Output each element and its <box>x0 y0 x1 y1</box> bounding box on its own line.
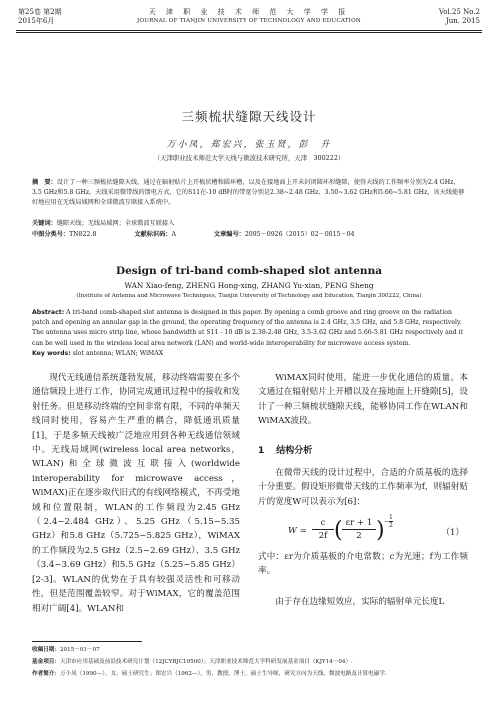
doc-code-label: 文献标识码： <box>134 231 172 238</box>
footnote-rule <box>32 641 142 642</box>
keywords-en <box>32 349 468 359</box>
keywords-cn <box>32 219 468 229</box>
affiliation-en: (Institute of Antenna and Microwave Techniques, Tianjin University of Technology and Education, Tianjin 300222, China) <box>76 293 422 299</box>
exponent-sign: − <box>384 518 390 525</box>
article-no-label: 文章编号： <box>213 231 245 238</box>
keywords-cn-label: 关键词： <box>32 220 57 227</box>
authors-cn: 万小凤，郑宏兴，张玉贤，彭 升 <box>166 140 332 150</box>
equation-number: （1） <box>441 528 464 538</box>
exponent-numerator: 1 <box>389 514 393 521</box>
footnote-received <box>32 645 468 655</box>
clc-value: TN822.8 <box>69 231 97 238</box>
equation-exponent <box>384 514 393 529</box>
running-header-right <box>439 8 480 26</box>
equation-lhs: W = <box>288 526 307 536</box>
section-title: 结构分析 <box>276 446 313 456</box>
volume-issue-en: Vol.25 No.2 <box>438 8 480 16</box>
abstract-cn-label: 摘 要： <box>32 179 57 186</box>
author-bio-label: 作者简介： <box>32 671 60 677</box>
exponent-denominator: 2 <box>389 522 393 529</box>
fund-label: 基金项目： <box>32 659 60 665</box>
abstract-cn <box>32 178 468 209</box>
keywords-en-text: slot antenna; WLAN; WiMAX <box>72 350 164 357</box>
footnote-fund <box>32 657 468 667</box>
paper-title-cn: 三频梳状缝隙天线设计 <box>181 109 317 124</box>
journal-name-cn: 天 津 职 业 技 术 师 范 大 学 学 报 <box>148 8 350 16</box>
fraction2-numerator: εr + 1 <box>345 518 373 528</box>
abstract-cn-text: 设计了一种三频梳状缝隙天线，通过在辐射贴片上开梳状槽和圆环槽，以及在接地面上开未封闭圆环形缝隙，使得天线的工作频率分别为2.4 GHz、3.5 GHz和5.8 GHz。天线采用微带线的馈电方式，它的S11在-10 dB时的带宽分别是2.38~2.48 GHz、3.50~3.62 GHz和5.66~5.81 GHz，该天线能够好地应用在无线局域网和全球微波互联接入系统中。 <box>32 179 465 207</box>
fund-text: 天津市应用基础及前沿技术研究计划（12JCYBJC10500）；天津职业技术师范大学科研发展基金项目（KJY14－04）. <box>59 659 353 665</box>
author-bio-text: 万小凤（1990—），女，硕士研究生；郑宏兴（1962—），男，教授，博士，硕士生导师，研究方向为天线、微波电路及计算电磁学. <box>59 671 387 677</box>
body-right-structure: 在微带天线的设计过程中，合适的介质基板的选择十分重要。假设矩形微带天线的工作频率为f，则辐射贴片的宽度W可以表示为[6]： <box>258 468 468 507</box>
date-en: Jun. 2015 <box>445 17 480 25</box>
fraction-denominator: 2f <box>318 531 328 541</box>
equation-1: W = c 2f ( εr + 1 2 ) − $\frac{1}{2}$ （1） <box>288 514 464 543</box>
body-right-eq-desc: 式中：εr为介质基板的介电常数；c为光速；f为工作频率。 <box>258 552 468 577</box>
abstract-en-label: Abstract: <box>32 309 65 316</box>
abstract-en <box>32 308 468 349</box>
paper-title-en: Design of tri-band comb-shaped slot antenna <box>115 265 383 277</box>
volume-issue-cn: 第25卷 第2期 <box>18 8 62 16</box>
authors-en: WAN Xiao-feng, ZHENG Hong-xing, ZHANG Yu-xian, PENG Sheng <box>124 281 374 290</box>
received-date: 2015－01－07 <box>59 647 100 653</box>
affiliation-cn: （天津职业技术师范大学天线与微波技术研究所，天津 300222） <box>153 154 345 162</box>
footnote-author <box>32 669 468 679</box>
fraction-er-plus-1 <box>342 518 376 541</box>
received-label: 收稿日期： <box>32 647 60 653</box>
abstract-en-text: A tri-band comb-shaped slot antenna is designed in this paper. By opening a comb groove and ring groove on the radiation patch and opening an annular gap in the ground, the operating frequency of the antenna is 2.4 GHz, 3.5 GHz, and 5.8 GHz, respectively. The antenna uses micro strip line, whose bandwidth at S11 - 10 dB is 2.38-2.48 GHz, 3.5-3.62 GHz and 5.66-5.81 GHz respectively and it can be well used in the wireless local area network (LAN) and world-wide interoperability for microwave access system. <box>32 309 464 347</box>
article-no-value: 2095－0926（2015）02－0015－04 <box>244 231 355 238</box>
body-right-intro: WiMAX同时使用，能进一步优化通信的质量。本文通过在辐射贴片上开槽以及在接地面上开缝隙[5]，设计了一种三频梳状缝隙天线，能够协同工作在WLAN和WiMAX波段。 <box>258 373 468 427</box>
fraction2-denominator: 2 <box>356 531 362 541</box>
header-rule <box>16 30 482 31</box>
section-heading-1 <box>258 443 312 456</box>
body-left-column: 现代无线通信系统蓬勃发展，移动终端需要在多个通信频段上进行工作，协同完成通讯过程中的接收和发射任务。但是移动终端的空间非常有限，不同的单频天线同时使用，容易产生严重的耦合，降低通讯质量[1]，于是多频天线被广泛地应用到各种无线通信领域中。无线局域网(wireless local area networks，WLAN)和全球微波互联接入(worldwide interoperability for microwave access，WiMAX)正在逐步取代旧式的有线网络模式，不再受地域和位置限制，WLAN的工作频段为2.45 GHz（2.4~2.484 GHz）、5.25 GHz（5.15~5.35 GHz）和5.8 GHz（5.725~5.825 GHz），WiMAX的工作频段为2.5 GHz（2.5~2.69 GHz）、3.5 GHz（3.4~3.69 GHz）和5.5 GHz（5.25~5.85 GHz）[2-3]。WLAN的优势在于具有较强灵活性和可移动性，但是范围覆盖较窄。对于WiMAX，它的覆盖范围相对广阔[4]。WLAN和 <box>32 373 240 614</box>
clc-label: 中图分类号： <box>32 231 70 238</box>
journal-name-en: JOURNAL OF TIANJIN UNIVERSITY OF TECHNOLOGY AND EDUCATION <box>137 18 361 24</box>
body-right-last: 由于存在边缘短效应，实际的辐射单元长度L <box>275 597 445 607</box>
keywords-en-label: Key words: <box>32 350 71 357</box>
section-number: 1 <box>258 446 265 456</box>
fraction-c-over-2f <box>312 518 334 541</box>
classification-cn <box>32 230 468 240</box>
keywords-cn-text: 缝隙天线；无线局域网；全球微波互联接入 <box>56 220 175 227</box>
running-header-center <box>0 8 498 26</box>
date-cn: 2015年6月 <box>18 17 55 25</box>
doc-code-value: A <box>171 231 176 238</box>
header-rule-thin <box>16 32 482 33</box>
fraction-numerator: c <box>320 518 326 528</box>
